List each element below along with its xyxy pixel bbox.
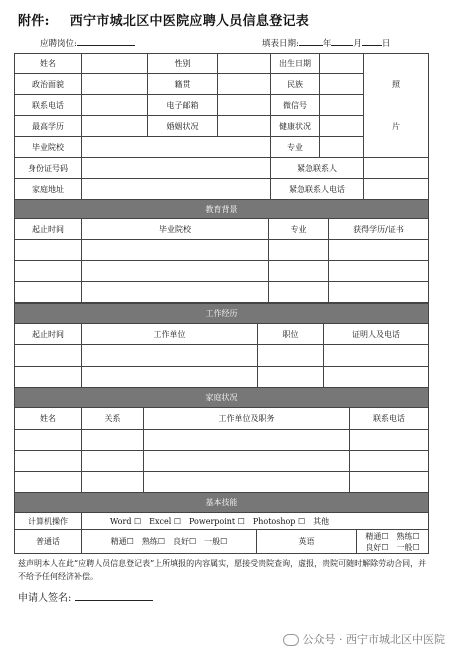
basic-info-table	[14, 53, 429, 200]
title-prefix: 附件:	[18, 14, 50, 29]
section-education: 教育背景	[15, 200, 429, 219]
signature-line[interactable]	[75, 590, 153, 601]
label-address: 家庭地址	[15, 179, 82, 200]
label-birth: 出生日期	[271, 54, 320, 74]
label-english: 英语	[257, 530, 357, 554]
label-native: 籍贯	[148, 74, 218, 95]
label-degree: 最高学历	[15, 116, 82, 137]
page-title	[18, 10, 309, 29]
col-certificate: 获得学历/证书	[329, 219, 429, 240]
skills-table	[14, 492, 429, 554]
family-table	[14, 387, 429, 493]
label-name: 姓名	[15, 54, 82, 74]
meta-row	[0, 36, 459, 50]
title-text: 西宁市城北区中医院应聘人员信息登记表	[69, 14, 310, 29]
english-options[interactable]: 精通☐ 熟练☐ 良好☐ 一般☐	[357, 530, 429, 554]
col-position: 职位	[258, 324, 324, 345]
label-computer: 计算机操作	[15, 513, 82, 530]
declaration-text: 兹声明本人在此“应聘人员信息登记表”上所填报的内容属实，愿接受贵院查询，虚报，贵院可随时解除劳动合同，并不给予任何经济补偿。	[18, 559, 427, 581]
col-member-name: 姓名	[15, 408, 82, 430]
label-emergency: 紧急联系人	[271, 158, 364, 179]
label-mandarin: 普通话	[15, 530, 82, 554]
signature-label: 申请人签名:	[18, 593, 72, 604]
label-ethnic: 民族	[271, 74, 320, 95]
col-relation: 关系	[82, 408, 144, 430]
col-employer-title: 工作单位及职务	[144, 408, 350, 430]
label-gender: 性别	[148, 54, 218, 74]
col-major: 专业	[269, 219, 329, 240]
col-reference: 证明人及电话	[324, 324, 429, 345]
wechat-icon	[283, 634, 299, 646]
col-school: 毕业院校	[82, 219, 269, 240]
signature-field[interactable]	[18, 589, 153, 604]
section-family: 家庭状况	[15, 388, 429, 408]
col-member-phone: 联系电话	[350, 408, 429, 430]
computer-options[interactable]: Word ☐ Excel ☐ Powerpoint ☐ Photoshop ☐ 其他	[82, 513, 429, 530]
label-phone: 联系电话	[15, 95, 82, 116]
label-political: 政治面貌	[15, 74, 82, 95]
position-field[interactable]: 应聘岗位:	[40, 36, 135, 49]
label-marital: 婚姻状况	[148, 116, 218, 137]
col-period: 起止时间	[15, 324, 82, 345]
label-email: 电子邮箱	[148, 95, 218, 116]
label-idno: 身份证号码	[15, 158, 82, 179]
work-table	[14, 303, 429, 389]
col-period: 起止时间	[15, 219, 82, 240]
label-emergency-phone: 紧急联系人电话	[271, 179, 364, 200]
label-major: 专业	[271, 137, 320, 158]
section-skills: 基本技能	[15, 493, 429, 513]
photo-box[interactable]: 照 片	[364, 54, 429, 158]
education-table	[14, 199, 429, 303]
fill-date-field[interactable]: 填表日期: 年 月 日	[262, 36, 390, 49]
label-wechat: 微信号	[271, 95, 320, 116]
col-employer: 工作单位	[82, 324, 258, 345]
label-school: 毕业院校	[15, 137, 82, 158]
section-work: 工作经历	[15, 304, 429, 324]
mandarin-options[interactable]: 精通☐ 熟练☐ 良好☐ 一般☐	[82, 530, 257, 554]
watermark: 公众号 · 西宁市城北区中医院	[283, 631, 446, 647]
label-health: 健康状况	[271, 116, 320, 137]
